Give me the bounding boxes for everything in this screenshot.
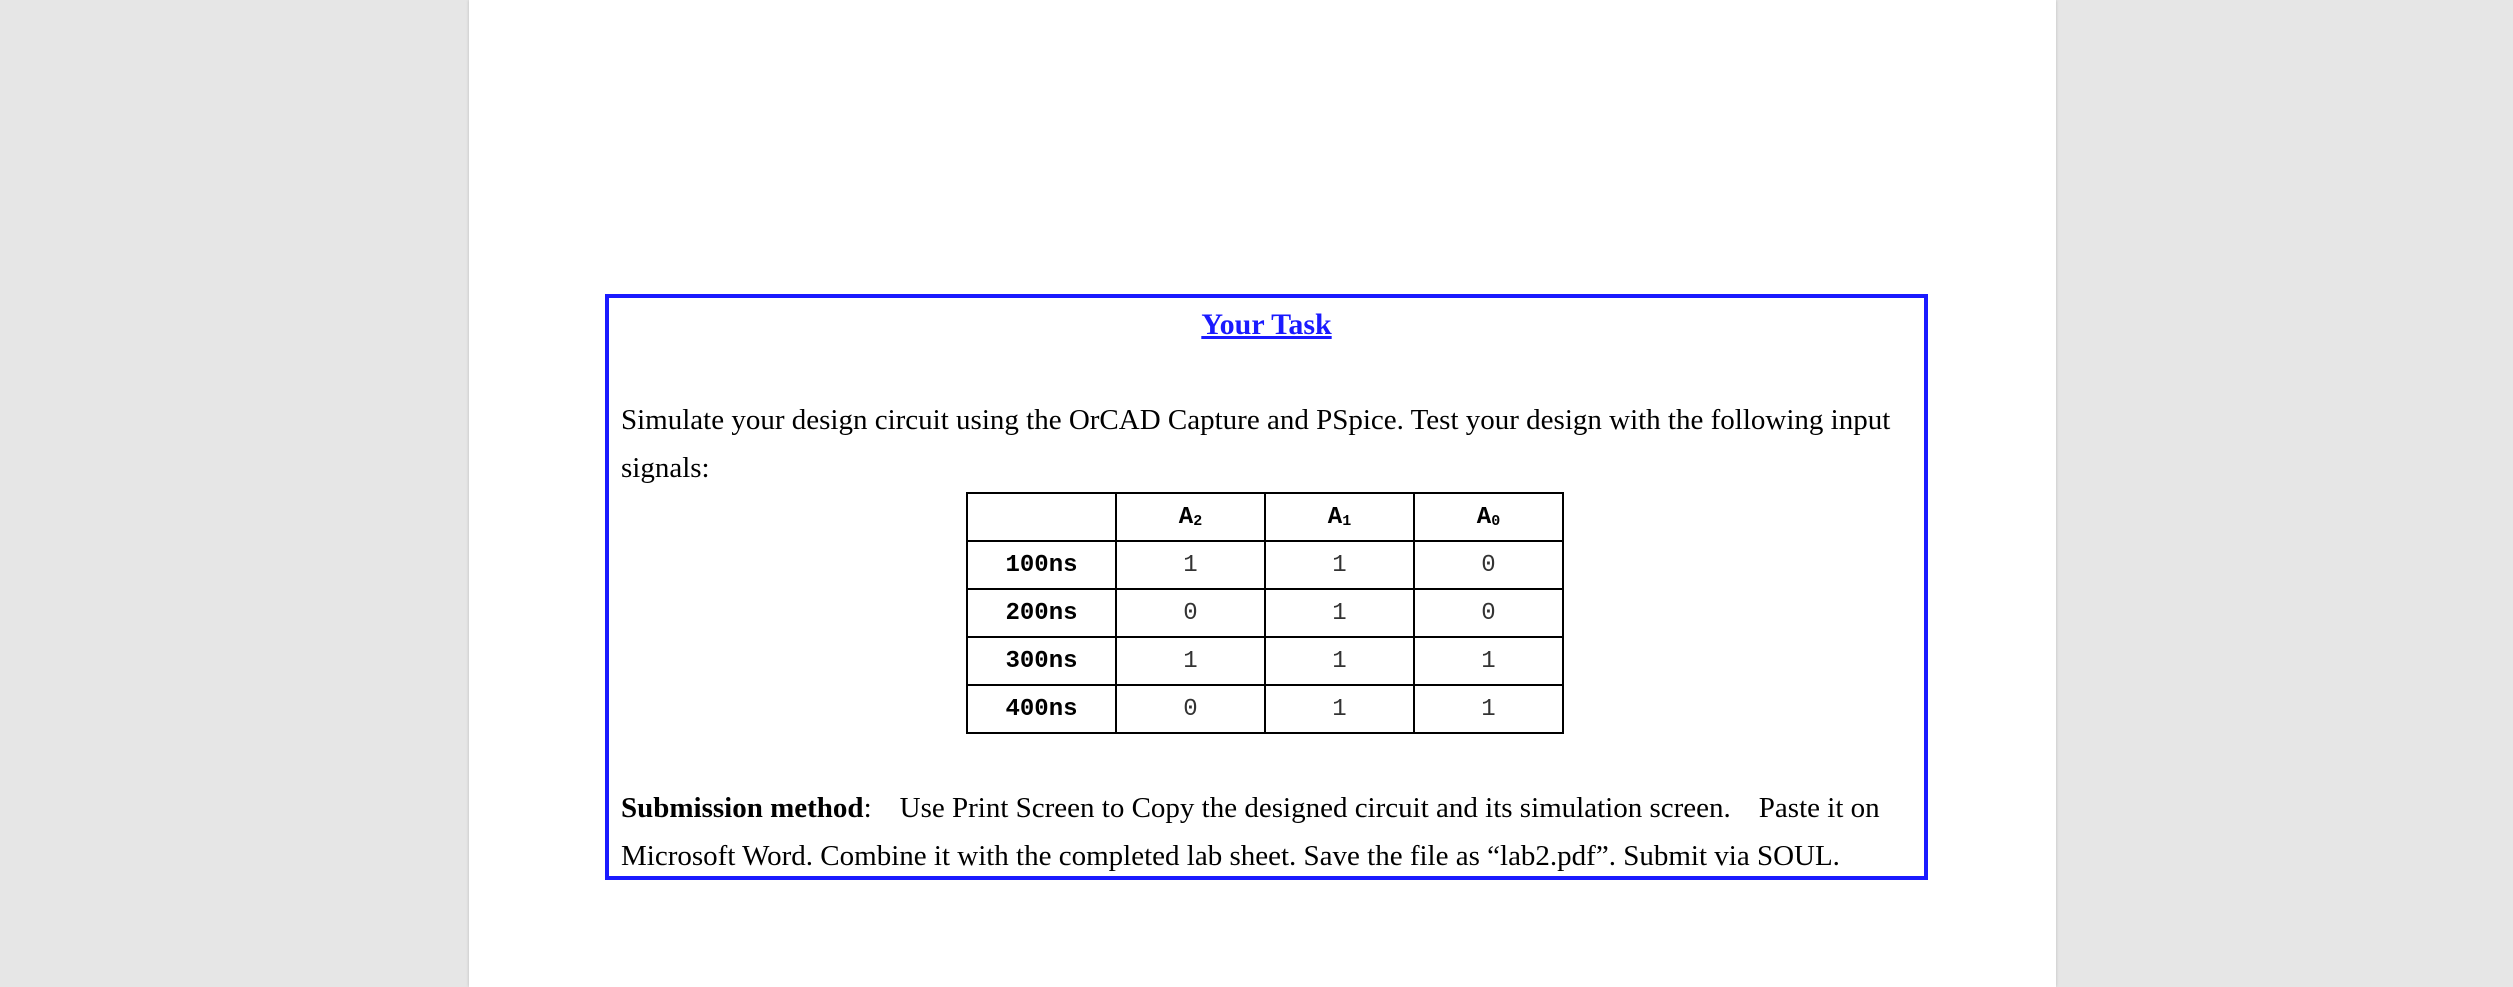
submission-method: [621, 784, 1916, 880]
submission-label: Submission method: [621, 792, 864, 824]
cell-a2: 1: [1116, 541, 1265, 589]
submission-colon: :: [863, 792, 872, 824]
cell-a1: 1: [1265, 589, 1414, 637]
header-a1: $A_1$: [1265, 493, 1414, 541]
cell-a1: 1: [1265, 685, 1414, 733]
cell-a0: 0: [1414, 541, 1563, 589]
row-time-label: 200ns: [967, 589, 1116, 637]
document-page: [469, 0, 2056, 987]
header-a2: $A_2$: [1116, 493, 1265, 541]
row-time-label: 100ns: [967, 541, 1116, 589]
cell-a0: 0: [1414, 589, 1563, 637]
table-row: [967, 541, 1563, 589]
submission-text-part2: Paste it on Microsoft Word. Combine it with the completed lab sheet. Save the file as “lab2.pdf”. Submit via SOUL.: [621, 792, 1880, 872]
cell-a2: 0: [1116, 589, 1265, 637]
table-row: [967, 637, 1563, 685]
table-corner-cell: [967, 493, 1116, 541]
cell-a2: 1: [1116, 637, 1265, 685]
table-row: [967, 589, 1563, 637]
task-intro: Simulate your design circuit using the OrCAD Capture and PSpice. Test your design with the following input signals:: [621, 404, 1891, 484]
submission-text-part1: Use Print Screen to Copy the designed circuit and its simulation screen.: [899, 792, 1731, 824]
header-a0: $A_0$: [1414, 493, 1563, 541]
cell-a1: 1: [1265, 541, 1414, 589]
input-signal-table: [966, 492, 1564, 734]
cell-a0: 1: [1414, 637, 1563, 685]
table-header-row: [967, 493, 1563, 541]
cell-a1: 1: [1265, 637, 1414, 685]
cell-a0: 1: [1414, 685, 1563, 733]
task-box: [605, 294, 1928, 880]
table-row: [967, 685, 1563, 733]
task-title: Your Task: [1201, 308, 1332, 341]
row-time-label: 400ns: [967, 685, 1116, 733]
cell-a2: 0: [1116, 685, 1265, 733]
row-time-label: 300ns: [967, 637, 1116, 685]
